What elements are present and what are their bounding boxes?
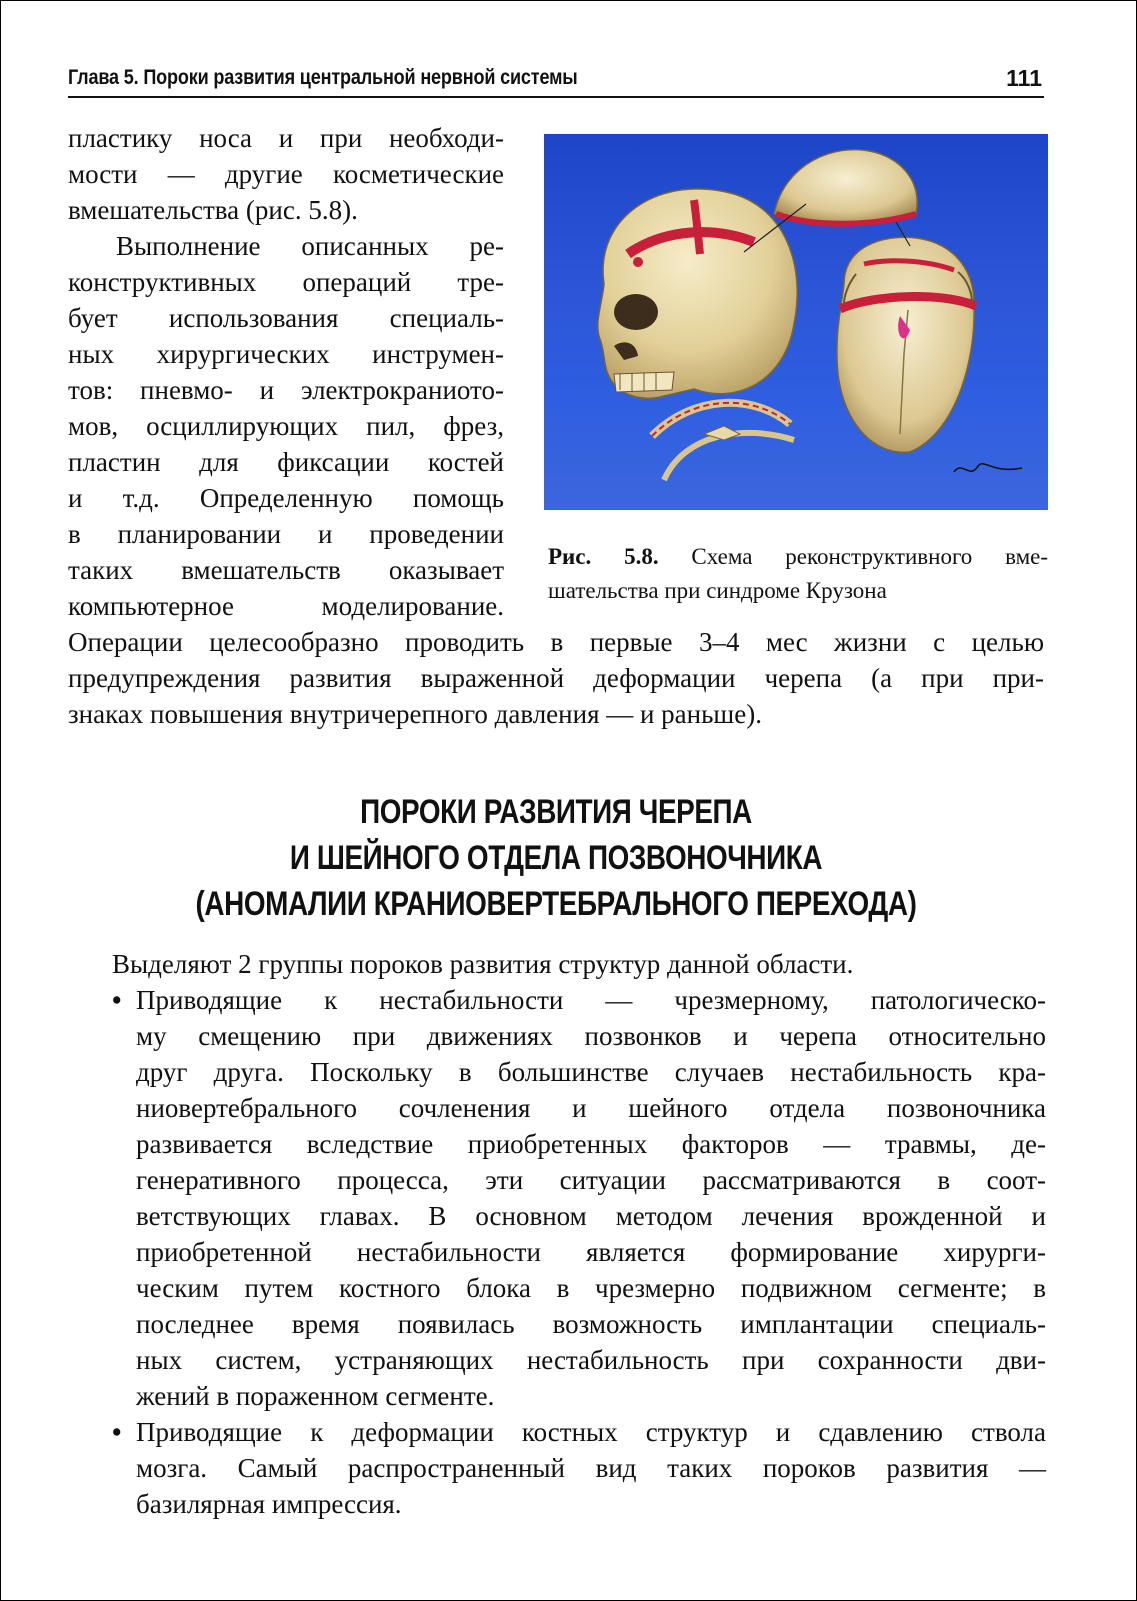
text-line: ных систем, устраняющих нестабильность при сохранности дви- [136, 1345, 1046, 1375]
text-line: базилярная импрессия. [136, 1489, 402, 1519]
text-line: Операции целесообразно проводить в первые 3–4 мес жизни с целью [68, 627, 1044, 657]
text-line: ных хирургических инструмен- [68, 339, 504, 369]
chapter-title: Глава 5. Пороки развития центральной нервной системы [68, 66, 578, 89]
text-line: приобретенной нестабильности является формирование хирурги- [136, 1237, 1046, 1267]
text-line: бует использования специаль- [68, 303, 504, 333]
bone-plate-fragments [652, 403, 794, 480]
text-line: мозга. Самый распространенный вид таких пороков развития — [136, 1453, 1046, 1483]
text-line: знаках повышения внутричерепного давления — и раньше). [68, 699, 762, 729]
caption-line [548, 540, 1048, 574]
caption-text: Схема реконструктивного вме- [691, 544, 1049, 569]
text-line: и т.д. Определенную помощь [68, 483, 504, 513]
heading-line: (АНОМАЛИИ КРАНИОВЕРТЕБРАЛЬНОГО ПЕРЕХОДА) [195, 885, 917, 923]
text-line: Приводящие к нестабильности — чрезмерному, патологическо- [136, 985, 1046, 1015]
text-line: пластин для фиксации костей [68, 447, 504, 477]
text-line: развивается вследствие приобретенных факторов — травмы, де- [136, 1129, 1046, 1159]
text-line: вмешательства (рис. 5.8). [68, 195, 358, 225]
skull-illustration-svg [544, 134, 1048, 510]
caption-line: шательства при синдроме Крузона [548, 578, 887, 603]
artist-signature [954, 464, 1022, 472]
figure-caption [548, 540, 1048, 608]
section-heading [68, 789, 1044, 927]
left-paragraph-1 [68, 120, 504, 228]
full-width-paragraph [68, 624, 1044, 732]
text-line: пластику носа и при необходи- [68, 123, 504, 153]
list-item-text [136, 982, 1046, 1414]
text-line: ниовертебрального сочленения и шейного отдела позвоночника [136, 1093, 1046, 1123]
text-line: компьютерное моделирование. [68, 591, 504, 621]
text-line: му смещению при движениях позвонков и черепа относительно [136, 1021, 1046, 1051]
text-line: тов: пневмо- и электрокраниото- [68, 375, 504, 405]
text-line: мов, осциллирующих пил, фрез, [68, 411, 504, 441]
text-line: Приводящие к деформации костных структур и сдавлению ствола [136, 1417, 1046, 1447]
heading-line: И ШЕЙНОГО ОТДЕЛА ПОЗВОНОЧНИКА [289, 839, 823, 877]
page-number: 111 [1006, 65, 1042, 91]
text-line: предупреждения развития выраженной деформации черепа (а при при- [68, 663, 1044, 693]
bullet-icon: • [112, 985, 122, 1015]
top-view-skull [837, 237, 976, 452]
text-line: жений в пораженном сегменте. [136, 1381, 495, 1411]
left-paragraph-2 [68, 228, 504, 624]
text-line: ческим путем костного блока в чрезмерно подвижном сегменте; в [136, 1273, 1046, 1303]
text-line: конструктивных операций тре- [68, 267, 504, 297]
running-header [68, 60, 1044, 98]
text-line: генеративного процесса, эти ситуации рассматриваются в соот- [136, 1165, 1046, 1195]
text-line: мости — другие косметические [68, 159, 504, 189]
text-line: таких вмешательств оказывает [68, 555, 504, 585]
bullet-icon: • [112, 1417, 122, 1447]
list-item-text [136, 1414, 1046, 1522]
figure-label: Рис. 5.8. [548, 544, 659, 569]
text-line: ветствующих главах. В основном методом лечения врожденной и [136, 1201, 1046, 1231]
text-line: друг друга. Поскольку в большинстве случаев нестабильность кра- [136, 1057, 1046, 1087]
text-line: Выполнение описанных ре- [116, 231, 504, 261]
text-line: последнее время появилась возможность имплантации специаль- [136, 1309, 1046, 1339]
lateral-skull [598, 189, 797, 399]
section-intro: Выделяют 2 группы пороков развития структур данной области. [112, 949, 854, 979]
heading-line: ПОРОКИ РАЗВИТИЯ ЧЕРЕПА [360, 793, 752, 831]
text-line: в планировании и проведении [68, 519, 504, 549]
figure-skull-illustration [544, 134, 1048, 510]
